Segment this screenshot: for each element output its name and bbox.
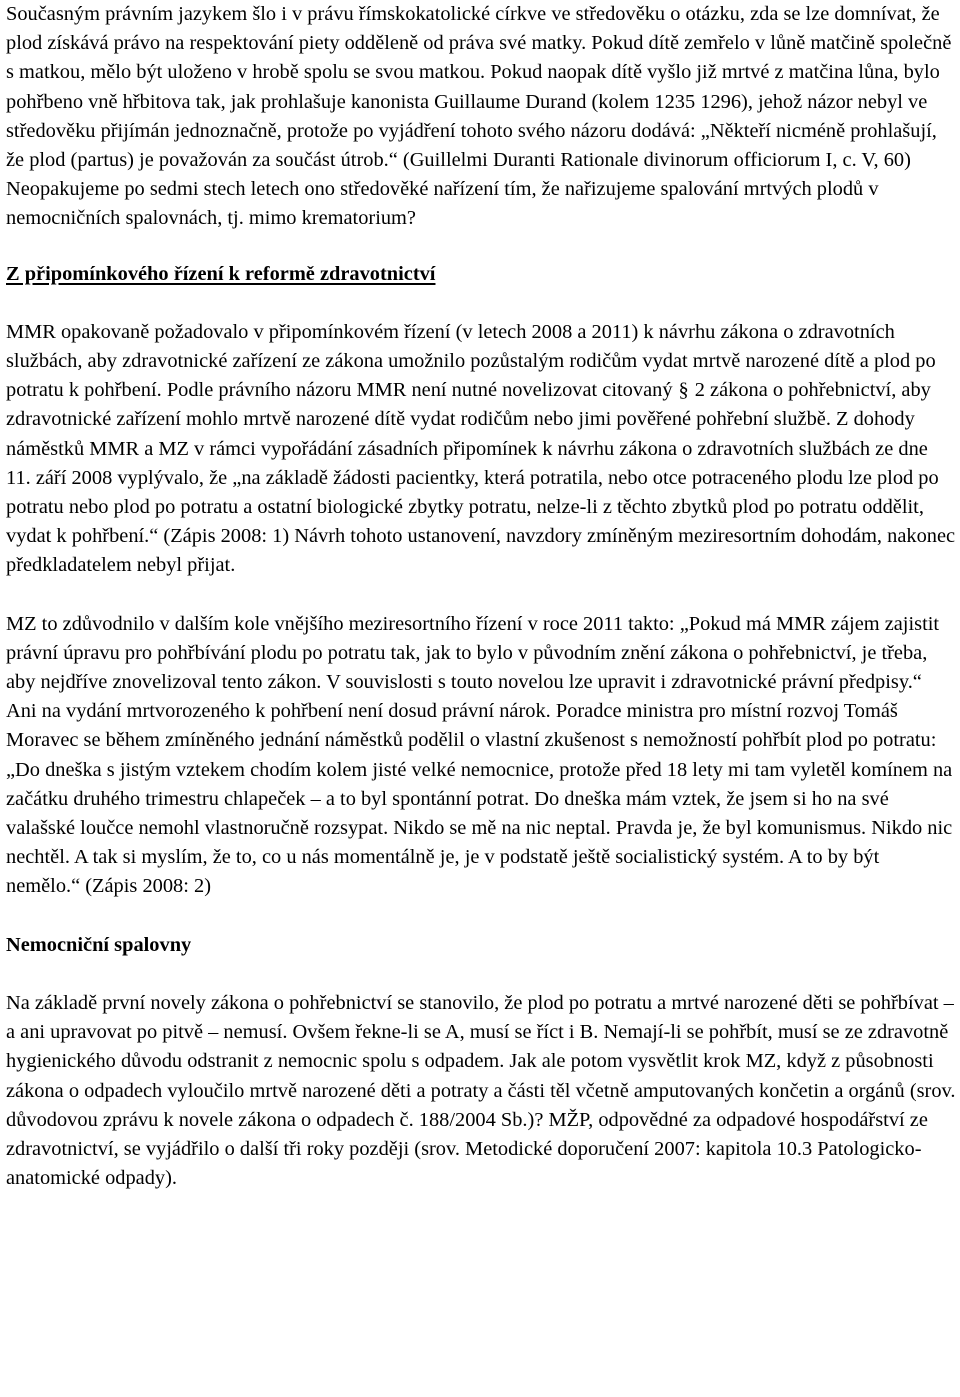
section-heading-reform: Z připomínkového řízení k reformě zdravotnictví	[6, 262, 436, 285]
paragraph-mmr-comments-part1: MMR opakovaně požadovalo v připomínkovém řízení (v letech 2008 a 2011) k návrhu zákona o zdravotních službách, aby zdravotnické zařízení ze zákona umožnilo pozůstalým rodičům vydat mrtvě narozené dítě a plod po potratu k pohřbení. Podle právního názoru MMR není nutné novelizovat citovaný	[6, 320, 936, 402]
paragraph-mz-justification: MZ to zdůvodnilo v dalším kole vnějšího meziresortního řízení v roce 2011 takto: „Pokud má MMR zájem zajistit právní úpravu pro pohřbívání plodu po potratu tak, jak to bylo v původním znění zákona o pohřebnictví, je třeba, aby nejdříve znovelizoval tento zákon. V souvislosti s touto novelou lze upravit i zdravotnické právní předpisy.“ Ani na vydání mrtvorozeného k pohřbení není dosud právní nárok. Poradce ministra pro místní rozvoj Tomáš Moravec se během zmíněného jednání náměstků podělil o vlastní zkušenost s nemožností pohřbít plod po potratu: „Do dneška s jistým vztekem chodím kolem jisté velké nemocnice, protože před 18 lety mi tam vyletěl komínem na začátku druhého trimestru chlapeček – a to byl spontánní potrat. Do dneška mám vztek, že jsem si ho na své valašské loučce nemohl vlastnoručně rozsypat. Nikdo se mě na nic neptal. Pravda je, že byl komunismus. Nikdo nic nechtěl. A tak si myslím, že to, co u nás momentálně je, je v podstatě ještě socialistický systém. A to by být nemělo.“ (Zápis 2008: 2)	[6, 612, 953, 898]
paragraph-incinerators: Na základě první novely zákona o pohřebnictví se stanovilo, že plod po potratu a mrtvé narozené děti se pohřbívat – a ani upravovat po pitvě – nemusí. Ovšem řekne-li se A, musí se říct i B. Nemají-li se pohřbít, musí se ze zdravotně hygienického důvodu odstranit z nemocnic spolu s odpadem. Jak ale potom vysvětlit krok MZ, když z působnosti zákona o odpadech vyloučilo mrtvě narozené děti a potraty a části těl včetně amputovaných končetin a orgánů (srov. důvodovou zprávu k novele zákona o odpadech č. 188/2004 Sb.)? MŽP, odpovědné za odpadové hospodářství ze zdravotnictví, se vyjádřilo o další tři roky později (srov. Metodické doporučení 2007: kapitola 10.3 Patologicko-anatomické odpady).	[6, 991, 956, 1190]
paragraph-mmr-comments-part2: 2 zákona o pohřebnictví, aby zdravotnické zařízení mohlo mrtvě narozené dítě vydat rodičům nebo jimi pověřené pohřební službě. Z dohody náměstků MMR a MZ v rámci vypořádání zásadních připomínek k návrhu zákona o zdravotních službách ze dne 11. září 2008 vyplývalo, že „na základě žádosti pacientky, která potratila, nebo otce potraceného plodu lze plod po potratu nebo plod po potratu a ostatní biologické zbytky potratu, nelze-li z těchto zbytků plod po potratu oddělit, vydat k pohřbení.“ (Zápis 2008: 1) Návrh tohoto ustanovení, navzdory zmíněným meziresortním dohodám, nakonec předkladatelem nebyl přijat.	[6, 379, 956, 577]
section-heading-incinerators: Nemocniční spalovny	[6, 933, 192, 956]
section-sign: §	[678, 379, 689, 402]
document-page	[6, 0, 956, 1193]
intro-paragraph: Současným právním jazykem šlo i v právu římskokatolické církve ve středověku o otázku, zda se lze domnívat, že plod získává právo na respektování piety odděleně od práva své matky. Pokud dítě zemřelo v lůně matčině společně s matkou, mělo být uloženo v hrobě spolu se svou matkou. Pokud naopak dítě vyšlo již mrtvé z matčina lůna, bylo pohřbeno vně hřbitova tak, jak prohlašuje kanonista Guillaume Durand (kolem 1235 1296), jehož názor nebyl ve středověku přijímán jednoznačně, protože po vyjádření tohoto svého názoru dodává: „Někteří nicméně prohlašují, že plod (partus) je považován za součást útrob.“ (Guillelmi Duranti Rationale divinorum officiorum I, c. V, 60) Neopakujeme po sedmi stech letech ono středověké nařízení tím, že nařizujeme spalování mrtvých plodů v nemocničních spalovnách, tj. mimo krematorium?	[6, 3, 952, 230]
paragraph-mmr-comments	[6, 318, 956, 581]
